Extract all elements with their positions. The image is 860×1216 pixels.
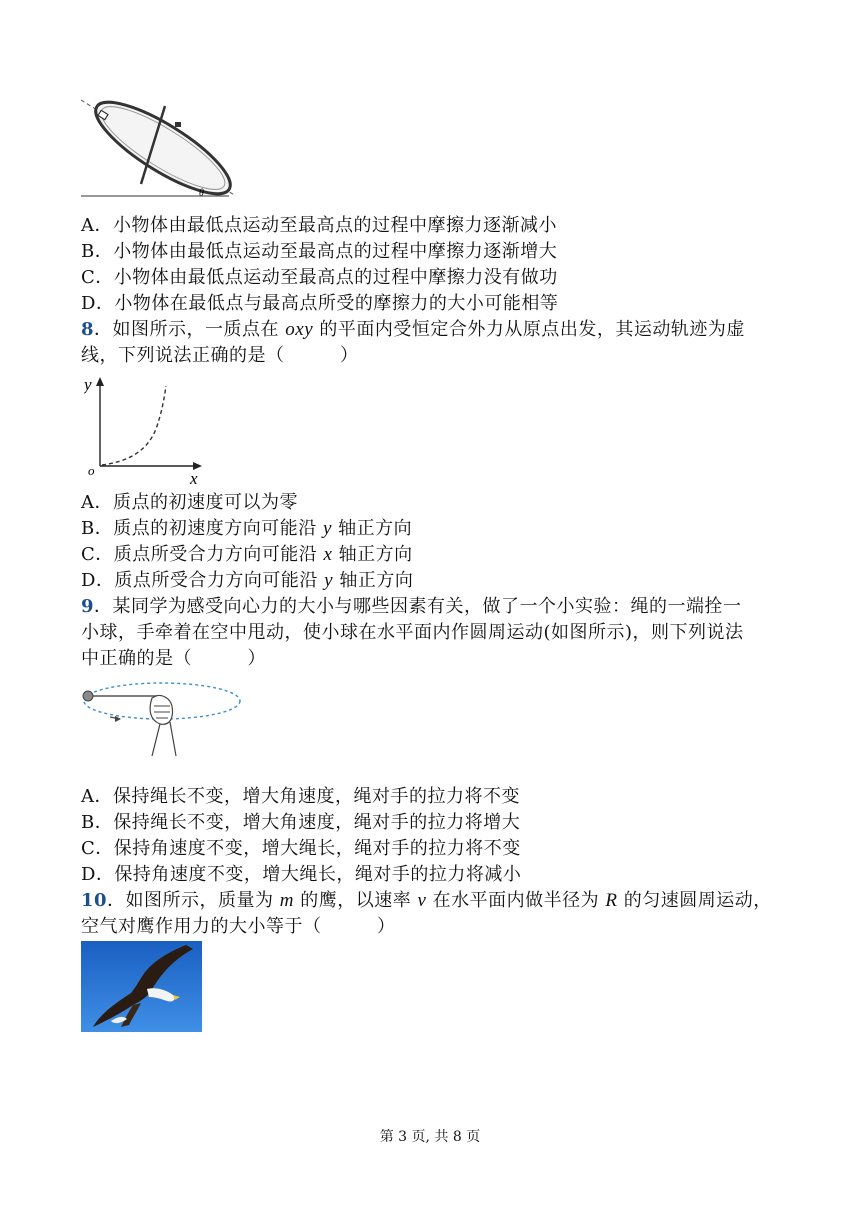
q9-stem-line-1: 9．某同学为感受向心力的大小与哪些因素有关，做了一个小实验：绳的一端拴一 <box>81 596 742 617</box>
q9-stem-line-2: 小球，手牵着在空中甩动，使小球在水平面内作圆周运动(如图所示)，则下列说法 <box>81 622 744 643</box>
q8-option-b[interactable]: B．质点的初速度方向可能沿 y 轴正方向 <box>81 518 413 539</box>
q8-option-d[interactable]: D．质点所受合力方向可能沿 y 轴正方向 <box>81 570 414 591</box>
option-letter: C <box>81 267 96 288</box>
theta-label: θ <box>199 188 204 199</box>
q7-option-c[interactable] <box>81 265 558 291</box>
q7-option-d[interactable] <box>81 291 558 317</box>
origin-label: o <box>88 463 95 478</box>
option-text: ．小物体由最低点运动至最高点的过程中摩擦力逐渐增大 <box>94 241 558 262</box>
question-number: 9 <box>81 596 95 617</box>
option-letter: B <box>81 241 95 262</box>
q9-option-c[interactable]: C．保持角速度不变，增大绳长，绳对手的拉力将不变 <box>81 838 521 859</box>
question-number: 10 <box>81 890 108 911</box>
q8-option-c[interactable]: C．质点所受合力方向可能沿 x 轴正方向 <box>81 544 413 565</box>
q9-stem-line-3: 中正确的是（ ） <box>81 648 266 669</box>
q10-eagle-photo <box>81 941 202 1032</box>
option-letter: D <box>81 293 96 314</box>
option-letter: A <box>81 215 95 236</box>
q9-circular-motion-figure <box>80 676 242 758</box>
option-text: ．小物体在最低点与最高点所受的摩擦力的大小可能相等 <box>95 293 559 314</box>
y-axis-label: y <box>84 375 92 394</box>
q9-option-b[interactable]: B．保持绳长不变，增大角速度，绳对手的拉力将增大 <box>81 812 521 833</box>
q8-stem-line-2: 线，下列说法正确的是（ ） <box>81 345 359 366</box>
page-footer: 第 3 页, 共 8 页 <box>379 1129 481 1145</box>
q7-option-b[interactable] <box>81 239 557 265</box>
q9-option-a[interactable]: A．保持绳长不变，增大角速度，绳对手的拉力将不变 <box>81 786 520 807</box>
q8-trajectory-figure <box>84 374 208 484</box>
q8-option-a[interactable]: A．质点的初速度可以为零 <box>81 492 298 513</box>
x-axis-label: x <box>190 469 198 484</box>
option-text: ．小物体由最低点运动至最高点的过程中摩擦力逐渐减小 <box>94 215 557 236</box>
q8-stem-line-1: 8．如图所示，一质点在 oxy 的平面内受恒定合外力从原点出发，其运动轨迹为虚 <box>81 319 745 340</box>
q7-option-a[interactable] <box>81 213 557 239</box>
question-number: 8 <box>81 319 95 340</box>
q10-stem-line-2: 空气对鹰作用力的大小等于（ ） <box>81 916 396 937</box>
q7-tilted-disc-figure <box>81 98 241 203</box>
q10-stem-line-1: 10．如图所示，质量为 m 的鹰，以速率 v 在水平面内做半径为 R 的匀速圆周运动， <box>81 890 772 911</box>
q9-option-d[interactable]: D．保持角速度不变，增大绳长，绳对手的拉力将减小 <box>81 864 522 885</box>
option-text: ．小物体由最低点运动至最高点的过程中摩擦力没有做功 <box>95 267 558 288</box>
